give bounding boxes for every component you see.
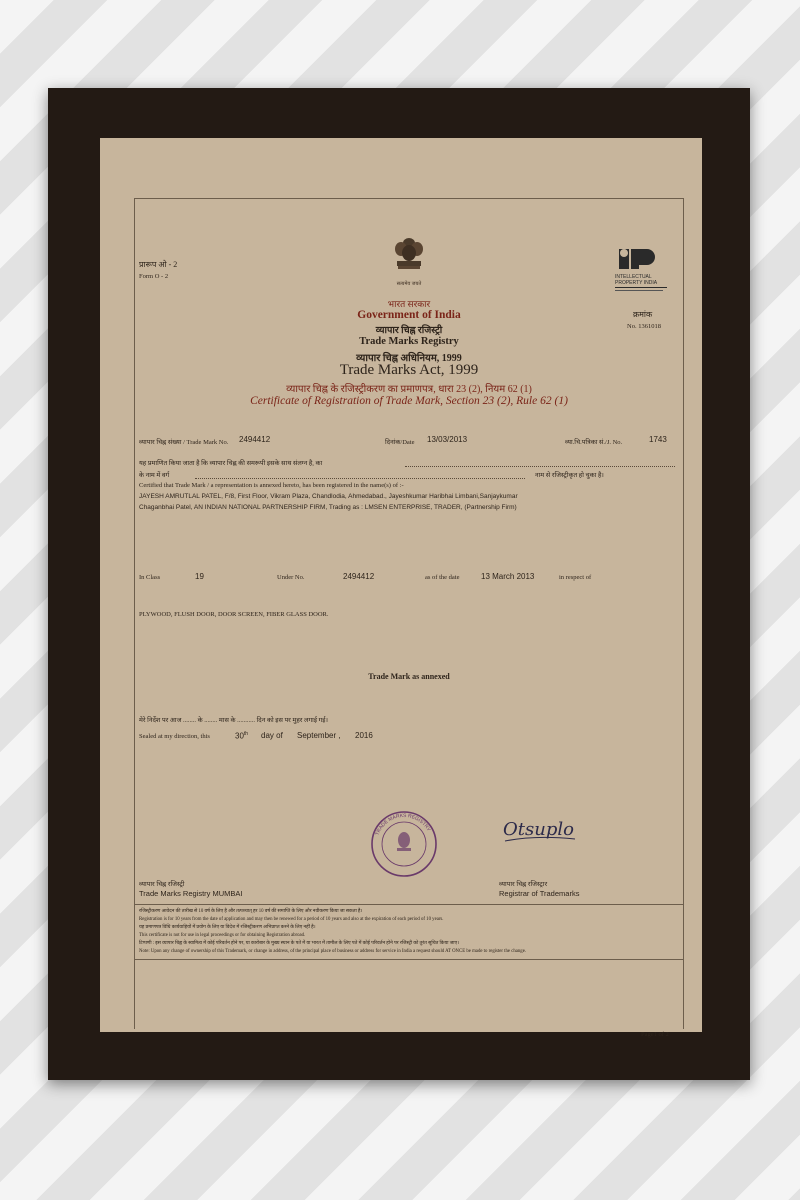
svg-text:Otsuplo: Otsuplo <box>503 819 574 840</box>
registrar-signature <box>499 807 589 847</box>
note-line: रजिस्ट्रीकरण आवेदन की तारीख से 10 वर्ष के लिए है और तत्पश्चात् हर 10 वर्ष की समाप्ति के लिए और नवीकरण किया जा सकता है। <box>139 909 363 914</box>
certificate-paper <box>100 138 702 1038</box>
serial-label-hindi: क्रमांक <box>633 310 653 319</box>
under-no-value: 2494412 <box>343 572 375 581</box>
footer-left-hindi: व्यापार चिह्न रजिस्ट्री <box>139 881 185 888</box>
serial-number: No. 1361018 <box>627 323 661 330</box>
cert-title: Certificate of Registration of Trade Mark, Section 23 (2), Rule 62 (1) <box>250 395 568 407</box>
sealed-month: September , <box>297 731 341 740</box>
fill-line <box>405 466 675 467</box>
sealed-day: 30th <box>235 731 249 741</box>
cert-hindi: व्यापार चिह्न के रजिस्ट्रीकरण का प्रमाणपत्र, धारा 23 (2), नियम 62 (1) <box>286 384 532 395</box>
class-value: 19 <box>195 572 204 581</box>
annexed-text: Trade Mark as annexed <box>368 672 450 681</box>
registry-hindi: व्यापार चिह्न रजिस्ट्री <box>375 326 443 336</box>
certified-hindi-2b: नाम से रजिस्ट्रीकृत हो चुका है। <box>535 472 604 479</box>
notes-block <box>139 908 679 956</box>
respect-label: in respect of <box>559 574 592 581</box>
tm-no-label: व्यापार चिह्न संख्या / Trade Mark No. <box>139 439 229 446</box>
form-label-hindi: प्रारूप ओ - 2 <box>139 260 178 269</box>
svg-text:सत्यमेव जयते: सत्यमेव जयते <box>396 281 422 287</box>
form-label: Form O - 2 <box>139 273 169 280</box>
note-line: This certificate is not for use in legal proceedings or for obtaining Registration abroad. <box>139 933 306 938</box>
act-title: Trade Marks Act, 1999 <box>339 362 479 378</box>
sealed-label: Sealed at my direction, this <box>139 733 210 740</box>
footer-left-english: Trade Marks Registry MUMBAI <box>139 889 243 898</box>
note-line: टिप्पणी : इस व्यापार चिह्न के स्वामित्व में कोई परिवर्तन होने पर, या कारोबार के मुख्य स्थान के पते में या भारत में तामील के लिए पते में कोई परिवर्तन होने पर रजिस्ट्री को तुरंत सूचित किया जाए। <box>139 941 459 946</box>
tm-no-value: 2494412 <box>239 435 271 444</box>
sealed-hindi: मेरे निर्देश पर आज ........ के ........ मास के ........... दिन को इस पर मुहर लगाई गई। <box>139 717 328 724</box>
sealed-day-of: day of <box>261 731 283 740</box>
certified-hindi-2: के नाम में वर्ग <box>139 472 170 479</box>
notes-divider-bottom <box>135 959 683 960</box>
jno-value: 1743 <box>649 435 667 444</box>
svg-text:INTELLECTUAL: INTELLECTUAL <box>615 274 652 280</box>
class-label: In Class <box>139 574 161 581</box>
national-emblem-icon <box>389 235 429 297</box>
asof-label: as of the date <box>425 574 460 581</box>
ip-india-logo-icon <box>613 247 673 299</box>
footer-right-english: Registrar of Trademarks <box>499 889 580 898</box>
fill-line <box>195 478 525 479</box>
footer-right-hindi: व्यापार चिह्न रजिस्ट्रार <box>499 881 548 888</box>
govt-title: Government of India <box>357 309 461 321</box>
owner-line-2: Chaganbhai Patel, AN INDIAN NATIONAL PARTNERSHIP FIRM, Trading as : LMSEN ENTERPRISE, TRADER, (Partnership Firm) <box>139 504 517 511</box>
date-label: दिनांक/Date <box>385 439 415 446</box>
note-line: यह प्रमाणपत्र विधि कार्यवाहियों में प्रयोग के लिए या विदेश में रजिस्ट्रीकरण अभिप्राप्त करने के लिए नहीं है। <box>139 925 316 930</box>
registry-title: Trade Marks Registry <box>359 336 459 347</box>
note-line: Note: Upon any change of ownership of this Trademark, or change in address, of the principal place of business or address for service in India a request should AT ONCE be made to register the change. <box>139 949 527 954</box>
asof-value: 13 March 2013 <box>481 572 535 581</box>
under-no-label: Under No. <box>277 574 305 581</box>
svg-text:TRADE MARKS REGISTRY: TRADE MARKS REGISTRY <box>374 812 432 837</box>
jno-label: व्या.चि.पत्रिका सं./J. No. <box>565 439 623 446</box>
certified-intro: Certified that Trade Mark / a representation is annexed hereto, has been registered in the name(s) of :- <box>139 482 404 489</box>
date-value: 13/03/2013 <box>427 435 468 444</box>
certified-hindi-1: यह प्रमाणित किया जाता है कि व्यापार चिह्न की समरूपी इसके साथ संलग्न है, का <box>139 460 323 467</box>
act-hindi: व्यापार चिह्न अधिनियम, 1999 <box>356 353 462 364</box>
certificate-border <box>134 198 684 1038</box>
goods-text: PLYWOOD, FLUSH DOOR, DOOR SCREEN, FIBER GLASS DOOR. <box>139 611 329 618</box>
picture-frame <box>48 88 750 1080</box>
owner-line-1: JAYESH AMRUTLAL PATEL, F/8, First Floor, Vikram Plaza, Chandlodia, Ahmedabad., Jayeshkumar Haribhai Limbani,Sanjaykumar <box>139 493 518 500</box>
page-number: Page1 of 2 <box>641 1031 669 1038</box>
registry-seal-icon <box>369 809 439 879</box>
sealed-year: 2016 <box>355 731 373 740</box>
notes-divider <box>135 904 683 905</box>
govt-hindi: भारत सरकार <box>387 299 431 309</box>
svg-text:PROPERTY INDIA: PROPERTY INDIA <box>615 280 658 286</box>
note-line: Registration is for 10 years from the date of application and may then be renewed for a period of 10 years and also at the expiration of each period of 10 years. <box>139 917 444 922</box>
